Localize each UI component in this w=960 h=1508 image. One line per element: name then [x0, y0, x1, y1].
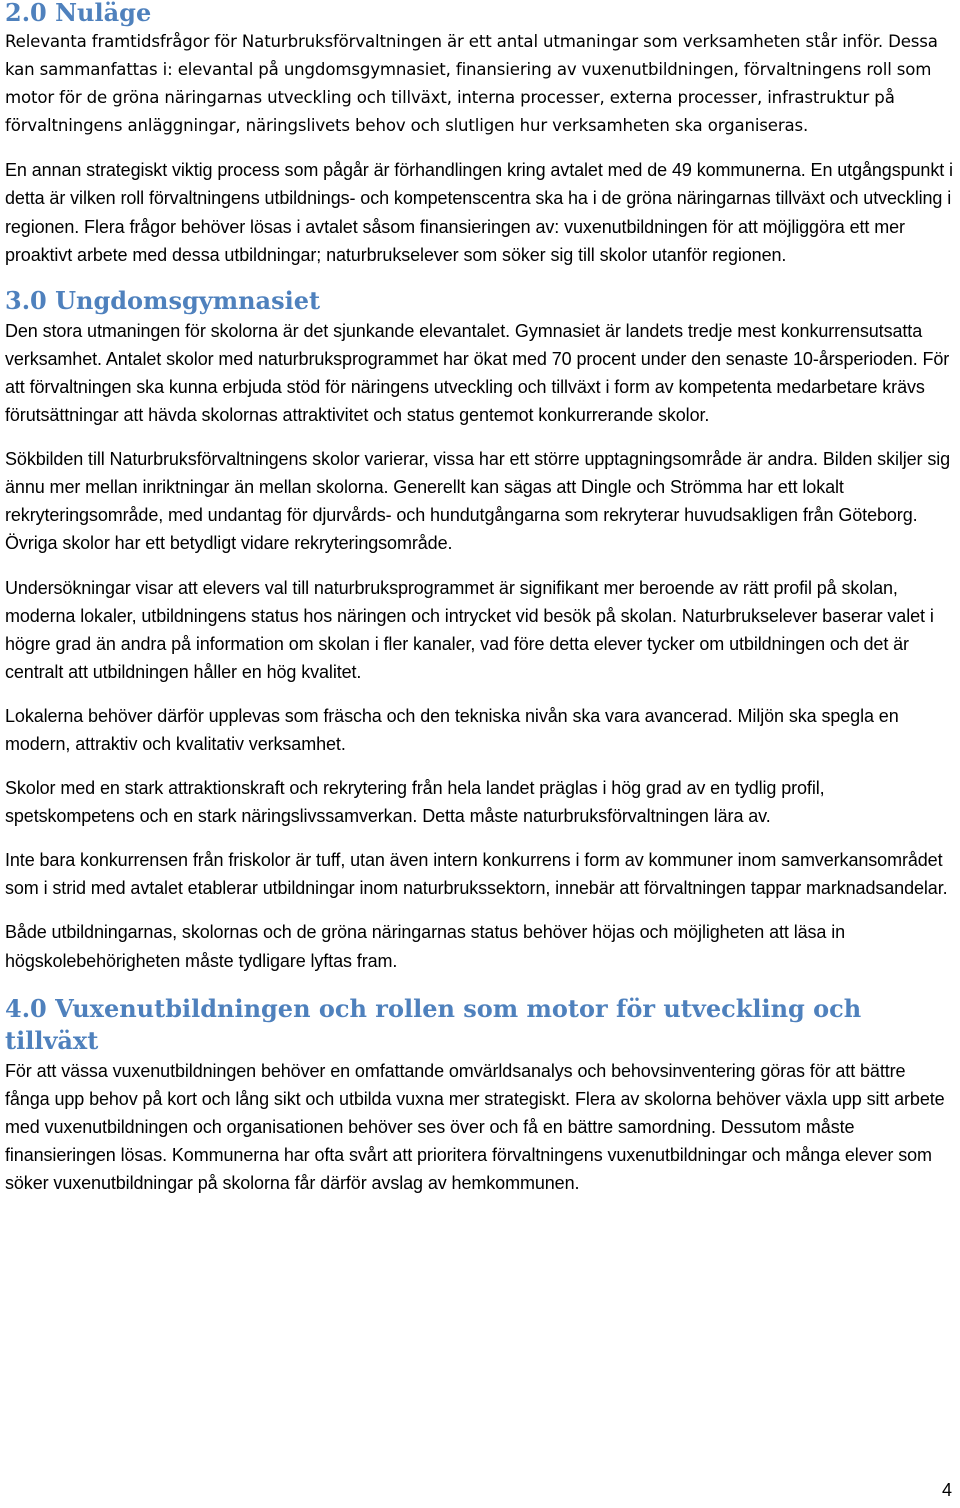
section-heading-vuxenutbildningen: 4.0 Vuxenutbildningen och rollen som motor för utveckling och tillväxt: [5, 993, 862, 1055]
section-heading-nulage: 2.0 Nuläge: [5, 0, 152, 27]
section-heading-ungdomsgymnasiet: 3.0 Ungdomsgymnasiet: [5, 285, 321, 315]
document-page: [5, 0, 953, 1197]
paragraph: Skolor med en stark attraktionskraft och rekrytering från hela landet präglas i hög grad av en tydlig profil, spetskompetens och en stark näringslivssamverkan. Detta måste naturbruksförvaltningen lära av.: [5, 778, 825, 827]
paragraph: Undersökningar visar att elevers val till naturbruksprogrammet är signifikant mer beroende av rätt profil på skolan, moderna lokaler, utbildningens status hos näringen och intrycket vid besök på skolan. Naturbrukselever baserar valet i högre grad än andra på information om skolan i fler kanaler, vad före detta elever tycker om utbildningen och det är centralt att utbildningen håller en hög kvalitet.: [5, 577, 934, 682]
paragraph: Den stora utmaningen för skolorna är det sjunkande elevantalet. Gymnasiet är landets tredje mest konkurrensutsatta verksamhet. Antalet skolor med naturbruksprogrammet har ökat med 70 procent under den senaste 10-årsperioden. För att förvaltningen ska kunna erbjuda stöd för näringens utveckling och tillväxt i form av kompetenta medarbetare krävs förutsättningar att hävda skolornas attraktivitet och status gentemot konkurrerande skolor.: [5, 320, 950, 426]
paragraph: Sökbilden till Naturbruksförvaltningens skolor varierar, vissa har ett större upptagningsområde är andra. Bilden skiljer sig ännu mer mellan inriktningar än mellan skolorna. Generellt kan sägas att Dingle och Strömma har ett lokalt rekryteringsområde, med undantag för djurvårds- och hundutgångarna som rekryterar huvudsakligen från Göteborg. Övriga skolor har ett betydligt vidare rekryteringsområde.: [5, 449, 951, 554]
paragraph: Lokalerna behöver därför upplevas som fräscha och den tekniska nivån ska vara avancerad. Miljön ska spegla en modern, attraktiv och kvalitativ verksamhet.: [5, 705, 899, 754]
paragraph: För att vässa vuxenutbildningen behöver en omfattande omvärldsanalys och behovsinventering göras för att bättre fånga upp behov på kort och lång sikt och utbilda vuxna mer strategiskt. Flera av skolorna behöver växla upp sitt arbete med vuxenutbildningen och organisationen behöver ses över och få en bättre samordning. Dessutom måste finansieringen lösas. Kommunerna har ofta svårt att prioritera förvaltningens vuxenutbildningar och många elever som söker vuxenutbildningar på skolorna får därför avslag av hemkommunen.: [5, 1060, 945, 1193]
paragraph: En annan strategiskt viktig process som pågår är förhandlingen kring avtalet med de 49 kommunerna. En utgångspunkt i detta är vilken roll förvaltningens utbildnings- och kompetenscentra ska ha i de gröna näringarnas tillväxt och utveckling i regionen. Flera frågor behöver lösas i avtalet såsom finansieringen av: vuxenutbildningen för att möjliggöra ett mer proaktivt arbete med dessa utbildningar; naturbrukselever som söker sig till skolor utanför regionen.: [5, 160, 953, 265]
paragraph: Relevanta framtidsfrågor för Naturbruksförvaltningen är ett antal utmaningar som verksamheten står inför. Dessa kan sammanfattas i: elevantal på ungdomsgymnasiet, finansiering av vuxenutbildningen, förvaltningens roll som motor för de gröna näringarnas utveckling och tillväxt, interna processer, externa processer, infrastruktur på förvaltningens anläggningar, näringslivets behov och slutligen hur verksamheten ska organiseras.: [5, 32, 938, 136]
paragraph: Inte bara konkurrensen från friskolor är tuff, utan även intern konkurrens i form av kommuner inom samverkansområdet som i strid med avtalet etablerar utbildningar inom naturbrukssektorn, innebär att förvaltningen tappar marknadsandelar.: [5, 850, 948, 899]
paragraph: Både utbildningarnas, skolornas och de gröna näringarnas status behöver höjas och möjligheten att läsa in högskolebehörigheten måste tydligare lyftas fram.: [5, 922, 846, 971]
page-number: 4: [941, 1480, 952, 1500]
